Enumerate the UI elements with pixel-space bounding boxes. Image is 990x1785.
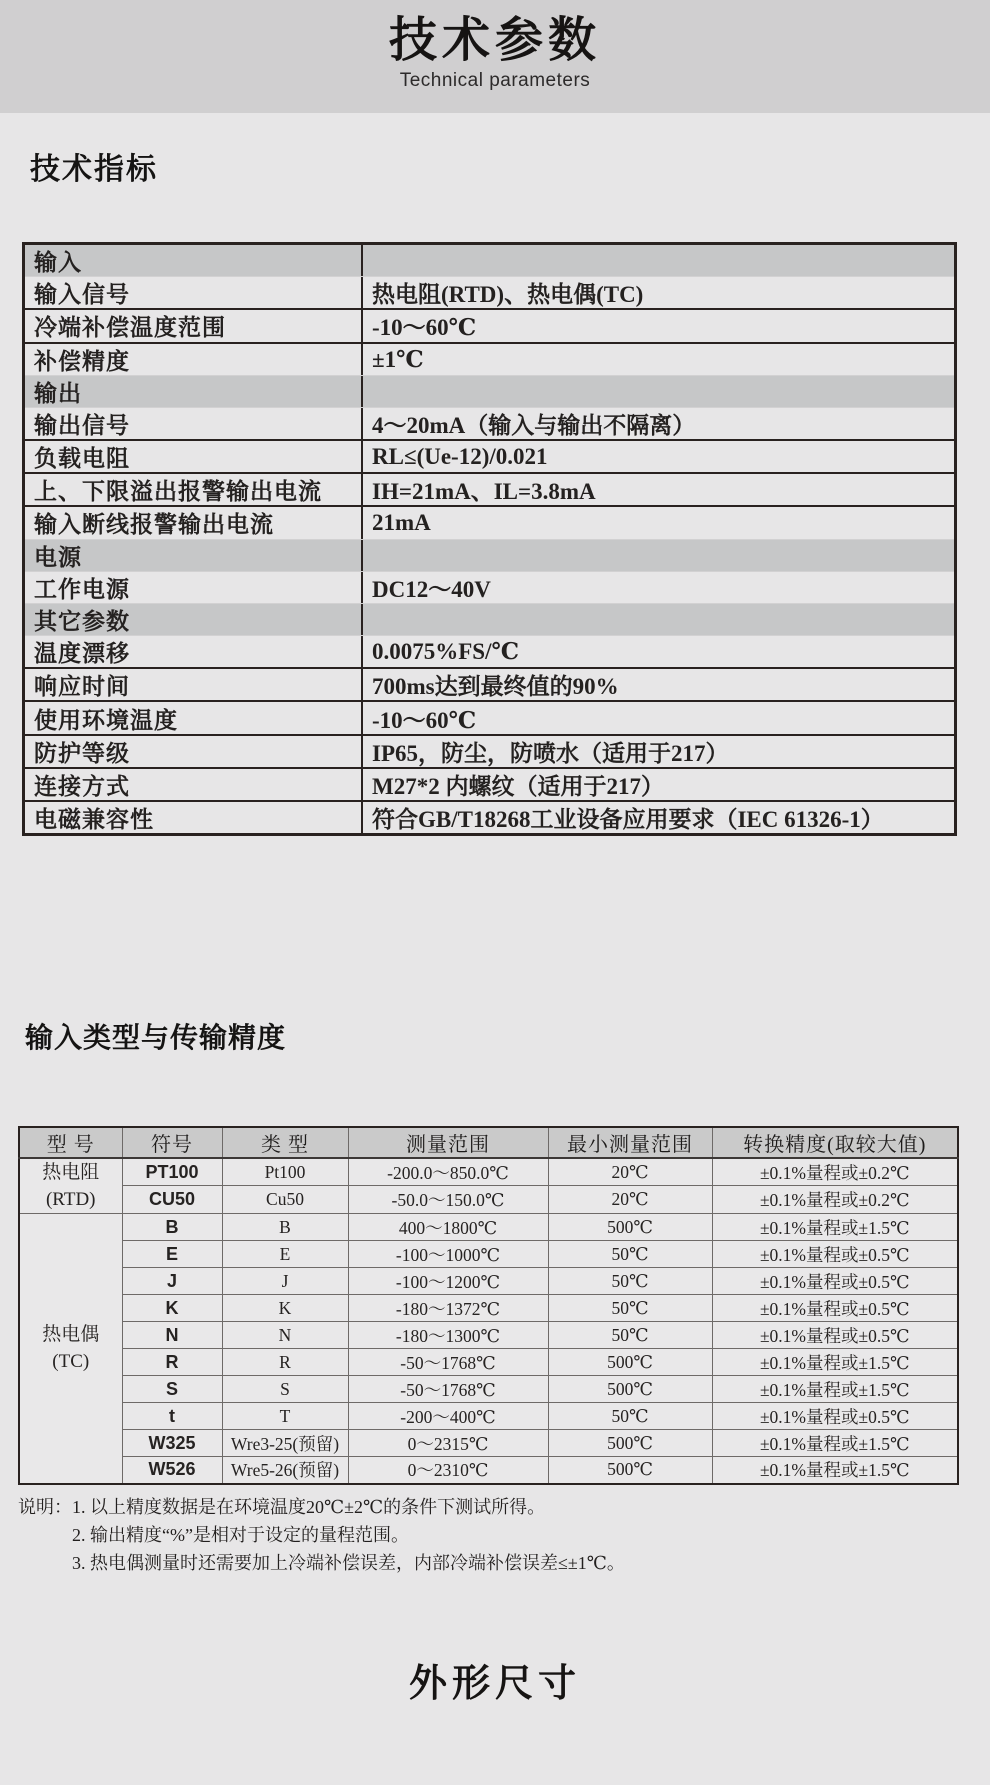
cell-min-range: 50℃ <box>548 1241 712 1268</box>
table-row <box>19 1322 958 1349</box>
cell-accuracy: ±0.1%量程或±1.5℃ <box>712 1457 958 1484</box>
spec-label: 防护等级 <box>25 736 363 767</box>
cell-type: Pt100 <box>222 1158 348 1186</box>
spec-label: 补偿精度 <box>25 344 363 375</box>
cell-symbol: N <box>122 1322 222 1349</box>
table-row <box>19 1295 958 1322</box>
spec-item-row <box>25 439 954 472</box>
accuracy-header-cell: 转换精度(取较大值) <box>712 1127 958 1158</box>
table-row <box>19 1457 958 1484</box>
spec-table <box>22 242 957 836</box>
spec-value: IH=21mA、IL=3.8mA <box>372 479 596 505</box>
spec-item-row <box>25 308 954 341</box>
spec-label: 其它参数 <box>25 604 363 635</box>
cell-min-range: 500℃ <box>548 1457 712 1484</box>
cell-type: K <box>222 1295 348 1322</box>
spec-value <box>363 540 954 571</box>
cell-accuracy: ±0.1%量程或±0.5℃ <box>712 1295 958 1322</box>
spec-section-row <box>25 603 954 636</box>
cell-symbol: K <box>122 1295 222 1322</box>
spec-value: 符合GB/T18268工业设备应用要求（IEC 61326-1） <box>372 807 884 833</box>
cell-min-range: 500℃ <box>548 1214 712 1241</box>
cell-type: E <box>222 1241 348 1268</box>
cell-accuracy: ±0.1%量程或±0.5℃ <box>712 1241 958 1268</box>
cell-min-range: 500℃ <box>548 1430 712 1457</box>
accuracy-header-cell: 型 号 <box>19 1127 122 1158</box>
spec-item-row <box>25 277 954 308</box>
cell-min-range: 50℃ <box>548 1295 712 1322</box>
spec-value: M27*2 内螺纹（适用于217） <box>372 773 664 799</box>
page-title: 技术参数 <box>388 14 601 67</box>
spec-label: 电源 <box>25 540 363 571</box>
cell-accuracy: ±0.1%量程或±1.5℃ <box>712 1376 958 1403</box>
cell-range: -100～1000℃ <box>348 1241 548 1268</box>
accuracy-header-cell: 测量范围 <box>348 1127 548 1158</box>
cell-symbol: R <box>122 1349 222 1376</box>
cell-symbol: B <box>122 1214 222 1241</box>
cell-type: T <box>222 1403 348 1430</box>
spec-item-row <box>25 572 954 603</box>
spec-value <box>363 604 954 635</box>
spec-label: 工作电源 <box>25 572 363 603</box>
cell-min-range: 20℃ <box>548 1186 712 1214</box>
cell-type: Wre3-25(预留) <box>222 1430 348 1457</box>
cell-symbol: PT100 <box>122 1158 222 1186</box>
cell-accuracy: ±0.1%量程或±0.2℃ <box>712 1186 958 1214</box>
spec-value <box>363 245 954 276</box>
cell-type: R <box>222 1349 348 1376</box>
spec-value: IP65，防尘，防喷水（适用于217） <box>372 740 729 766</box>
section-heading-input-types: 输入类型与传输精度 <box>25 1022 287 1053</box>
spec-value: 700ms达到最终值的90% <box>372 674 619 700</box>
model-group-name: 热电偶 <box>42 1324 100 1346</box>
cell-min-range: 50℃ <box>548 1322 712 1349</box>
spec-value <box>363 376 954 407</box>
spec-section-row <box>25 539 954 572</box>
section-heading-dimensions: 外形尺寸 <box>408 1663 581 1705</box>
cell-range: -50～1768℃ <box>348 1349 548 1376</box>
cell-range: 0～2310℃ <box>348 1457 548 1484</box>
cell-symbol: S <box>122 1376 222 1403</box>
spec-label: 响应时间 <box>25 669 363 700</box>
spec-label: 温度漂移 <box>25 636 363 667</box>
cell-symbol: E <box>122 1241 222 1268</box>
spec-item-row <box>25 767 954 800</box>
spec-item-row <box>25 472 954 505</box>
spec-value: 4～20mA（输入与输出不隔离） <box>372 412 696 438</box>
note-line: 2. 输出精度“%”是相对于设定的量程范围。 <box>72 1525 409 1545</box>
notes <box>18 1493 958 1577</box>
table-row <box>19 1158 958 1186</box>
spec-section-row <box>25 375 954 408</box>
spec-label: 输出信号 <box>25 408 363 439</box>
spec-label: 负载电阻 <box>25 441 363 472</box>
spec-value: 21mA <box>372 509 431 535</box>
spec-item-row <box>25 408 954 439</box>
cell-symbol: CU50 <box>122 1186 222 1214</box>
table-row <box>19 1376 958 1403</box>
accuracy-table <box>18 1126 959 1485</box>
cell-range: -100～1200℃ <box>348 1268 548 1295</box>
spec-value: -10～60℃ <box>372 707 477 733</box>
cell-symbol: W325 <box>122 1430 222 1457</box>
cell-accuracy: ±0.1%量程或±1.5℃ <box>712 1349 958 1376</box>
spec-item-row <box>25 734 954 767</box>
cell-range: -50.0～150.0℃ <box>348 1186 548 1214</box>
cell-min-range: 500℃ <box>548 1349 712 1376</box>
notes-prefix: 说明： <box>18 1497 72 1517</box>
spec-label: 连接方式 <box>25 769 363 800</box>
page-subtitle: Technical parameters <box>399 70 591 91</box>
table-row <box>19 1349 958 1376</box>
table-row <box>19 1241 958 1268</box>
cell-min-range: 50℃ <box>548 1403 712 1430</box>
accuracy-header-row <box>19 1127 958 1158</box>
cell-type: B <box>222 1214 348 1241</box>
spec-label: 输入信号 <box>25 277 363 308</box>
spec-item-row <box>25 800 954 833</box>
spec-item-row <box>25 505 954 538</box>
spec-label: 使用环境温度 <box>25 702 363 733</box>
cell-accuracy: ±0.1%量程或±0.5℃ <box>712 1403 958 1430</box>
model-group-cell <box>19 1214 122 1484</box>
accuracy-header-cell: 符号 <box>122 1127 222 1158</box>
cell-type: Wre5-26(预留) <box>222 1457 348 1484</box>
model-group-sub: (RTD) <box>45 1189 96 1210</box>
cell-symbol: W526 <box>122 1457 222 1484</box>
cell-accuracy: ±0.1%量程或±1.5℃ <box>712 1430 958 1457</box>
spec-label: 冷端补偿温度范围 <box>25 310 363 341</box>
cell-min-range: 50℃ <box>548 1268 712 1295</box>
cell-accuracy: ±0.1%量程或±0.2℃ <box>712 1158 958 1186</box>
spec-value: -10～60℃ <box>372 315 477 341</box>
cell-type: N <box>222 1322 348 1349</box>
spec-item-row <box>25 342 954 375</box>
cell-type: S <box>222 1376 348 1403</box>
note-line: 3. 热电偶测量时还需要加上冷端补偿误差，内部冷端补偿误差≤±1℃。 <box>72 1553 625 1573</box>
cell-range: -200.0～850.0℃ <box>348 1158 548 1186</box>
model-group-cell <box>19 1158 122 1214</box>
spec-item-row <box>25 700 954 733</box>
accuracy-header-cell: 类 型 <box>222 1127 348 1158</box>
accuracy-body <box>19 1158 958 1484</box>
spec-item-row <box>25 636 954 667</box>
cell-range: 0～2315℃ <box>348 1430 548 1457</box>
spec-label: 上、下限溢出报警输出电流 <box>25 474 363 505</box>
spec-label: 电磁兼容性 <box>25 802 363 833</box>
cell-range: -50～1768℃ <box>348 1376 548 1403</box>
cell-symbol: t <box>122 1403 222 1430</box>
note-line: 1. 以上精度数据是在环境温度20℃±2℃的条件下测试所得。 <box>72 1497 546 1517</box>
cell-range: -180～1300℃ <box>348 1322 548 1349</box>
cell-min-range: 20℃ <box>548 1158 712 1186</box>
cell-range: -200～400℃ <box>348 1403 548 1430</box>
spec-label: 输入 <box>25 245 363 276</box>
table-row <box>19 1186 958 1214</box>
section-heading-tech-specs: 技术指标 <box>30 153 158 186</box>
spec-value: DC12～40V <box>372 576 491 602</box>
spec-label: 输出 <box>25 376 363 407</box>
cell-type: Cu50 <box>222 1186 348 1214</box>
cell-symbol: J <box>122 1268 222 1295</box>
spec-label: 输入断线报警输出电流 <box>25 507 363 538</box>
accuracy-header-cell: 最小测量范围 <box>548 1127 712 1158</box>
spec-value: RL≤(Ue-12)/0.021 <box>372 443 548 469</box>
spec-item-row <box>25 667 954 700</box>
cell-min-range: 500℃ <box>548 1376 712 1403</box>
spec-value: 0.0075%FS/℃ <box>372 639 520 665</box>
cell-type: J <box>222 1268 348 1295</box>
table-row <box>19 1214 958 1241</box>
page-header-band <box>0 0 990 113</box>
cell-range: -180～1372℃ <box>348 1295 548 1322</box>
table-row <box>19 1268 958 1295</box>
model-group-sub: (TC) <box>52 1351 90 1373</box>
spec-value: 热电阻(RTD)、热电偶(TC) <box>372 282 644 308</box>
cell-accuracy: ±0.1%量程或±0.5℃ <box>712 1268 958 1295</box>
table-row <box>19 1403 958 1430</box>
spec-section-row <box>25 245 954 277</box>
cell-accuracy: ±0.1%量程或±1.5℃ <box>712 1214 958 1241</box>
model-group-name: 热电阻 <box>42 1162 100 1183</box>
cell-accuracy: ±0.1%量程或±0.5℃ <box>712 1322 958 1349</box>
table-row <box>19 1430 958 1457</box>
cell-range: 400～1800℃ <box>348 1214 548 1241</box>
spec-value: ±1℃ <box>372 346 424 372</box>
notes-items <box>72 1493 625 1577</box>
